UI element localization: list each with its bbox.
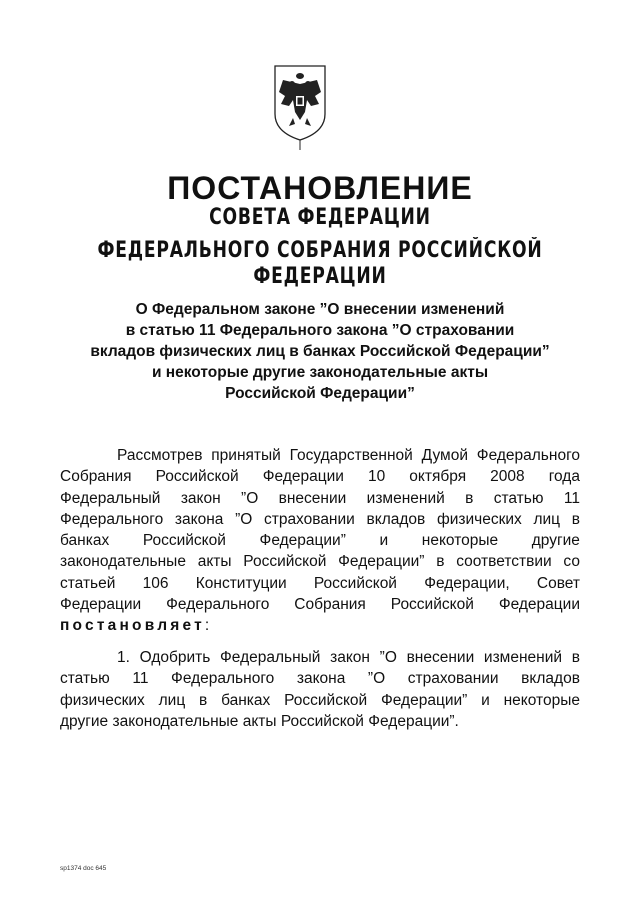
coat-of-arms xyxy=(271,62,329,152)
word: изменений xyxy=(483,649,563,666)
text-line xyxy=(60,690,580,711)
word: и xyxy=(379,532,389,550)
word: физических xyxy=(60,691,145,709)
word: Федерации” xyxy=(380,691,468,709)
heading-line: вкладов физических лиц в банках Российской Федерации” xyxy=(90,343,550,360)
word: 1. xyxy=(117,649,130,666)
word: Одобрить xyxy=(139,649,211,666)
word: Федерального xyxy=(171,670,275,688)
word: закон xyxy=(180,489,221,507)
word: статью xyxy=(493,489,544,507)
word: Собрания xyxy=(60,468,132,486)
coat-of-arms-icon xyxy=(271,62,329,152)
word: некоторые xyxy=(503,691,580,709)
word: закона xyxy=(296,670,346,688)
issuer-line-1: СОВЕТА ФЕДЕРАЦИИ xyxy=(209,205,431,230)
word: в xyxy=(571,510,580,528)
word: Собрания xyxy=(294,596,366,614)
word: закон xyxy=(330,649,370,666)
text-line xyxy=(60,573,580,594)
word: внесении xyxy=(406,649,475,666)
word: Российской xyxy=(313,574,397,592)
word: лиц xyxy=(533,510,561,528)
word: акты xyxy=(197,553,232,571)
heading-line: Российской Федерации” xyxy=(225,385,415,402)
word: изменений xyxy=(366,489,445,507)
document-code: sp1374 doc 645 xyxy=(60,865,107,872)
text-line xyxy=(60,530,580,551)
word: октября xyxy=(409,468,467,486)
heading-line: и некоторые другие законодательные акты xyxy=(151,364,489,381)
word: в xyxy=(465,489,474,507)
word: в xyxy=(436,553,445,571)
word: Федерации xyxy=(60,596,142,614)
issuer-line-2: ФЕДЕРАЛЬНОГО СОБРАНИЯ РОССИЙСКОЙ ФЕДЕРАЦИИ xyxy=(97,238,543,289)
text-line xyxy=(60,615,580,636)
word: физических xyxy=(436,510,522,528)
word: соответствии xyxy=(456,553,552,571)
word: и xyxy=(481,691,490,709)
word: Российской xyxy=(142,532,226,550)
word: Федерации” xyxy=(338,553,425,571)
word: Российской xyxy=(390,596,474,614)
heading-line: О Федеральном законе ”О внесении изменений xyxy=(135,301,505,318)
word: Российской xyxy=(243,553,327,571)
word: некоторые xyxy=(421,532,499,550)
word: 2008 xyxy=(490,468,525,486)
word: Государственной xyxy=(289,447,413,464)
word: Федерации xyxy=(262,468,344,486)
word: в xyxy=(571,649,580,666)
word: Федерального xyxy=(476,447,580,464)
word: Федерации xyxy=(498,596,580,614)
word: Рассмотрев xyxy=(117,447,203,464)
word: 11 xyxy=(132,670,149,688)
word: банках xyxy=(60,532,110,550)
text-line xyxy=(60,647,580,668)
word: статью xyxy=(60,670,110,688)
word: Федерального xyxy=(166,596,270,614)
text-line xyxy=(60,551,580,572)
word: вкладов xyxy=(366,510,426,528)
word: Совет xyxy=(536,574,580,592)
word: вкладов xyxy=(521,670,580,688)
word: страховании xyxy=(407,670,499,688)
resolution-word: постановляет xyxy=(60,617,205,635)
word: ”О xyxy=(367,670,386,688)
text-line xyxy=(60,594,580,615)
resolution-colon: : xyxy=(204,617,210,635)
word: 106 xyxy=(142,574,169,592)
word: Российской xyxy=(284,691,368,709)
document-title: ПОСТАНОВЛЕНИЕ xyxy=(167,170,473,206)
word: принятый xyxy=(211,447,281,464)
heading-line: в статью 11 Федерального закона ”О страховании xyxy=(125,322,515,339)
text-line xyxy=(60,509,580,530)
word: другие xyxy=(531,532,580,550)
word: законодательные xyxy=(60,553,186,571)
text-line xyxy=(60,466,580,487)
word: банках xyxy=(221,691,271,709)
word: Российской xyxy=(155,468,239,486)
word: Федерального xyxy=(60,510,164,528)
word: Федеральный xyxy=(60,489,161,507)
word: Федерации, xyxy=(424,574,510,592)
word: Конституции xyxy=(195,574,287,592)
decision-paragraph xyxy=(60,647,580,732)
word: 11 xyxy=(563,489,580,507)
word: в xyxy=(199,691,208,709)
word: ”О xyxy=(379,649,397,666)
resolution-heading xyxy=(40,299,600,404)
word: 10 xyxy=(367,468,386,486)
text-line xyxy=(60,445,580,466)
word: ”О xyxy=(235,510,253,528)
text-line xyxy=(60,488,580,509)
word: Федеральный xyxy=(220,649,321,666)
word: со xyxy=(563,553,580,571)
word: закона xyxy=(174,510,224,528)
word: статьей xyxy=(60,574,116,592)
text-line xyxy=(60,668,580,689)
word: страховании xyxy=(263,510,355,528)
word: Думой xyxy=(421,447,468,464)
word: внесении xyxy=(278,489,347,507)
word: лиц xyxy=(158,691,186,709)
word: Федерации” xyxy=(259,532,346,550)
word: ”О xyxy=(241,489,259,507)
word: года xyxy=(548,468,580,486)
preamble-paragraph xyxy=(60,445,580,637)
text-line: другие законодательные акты Российской Федерации”. xyxy=(60,712,459,730)
